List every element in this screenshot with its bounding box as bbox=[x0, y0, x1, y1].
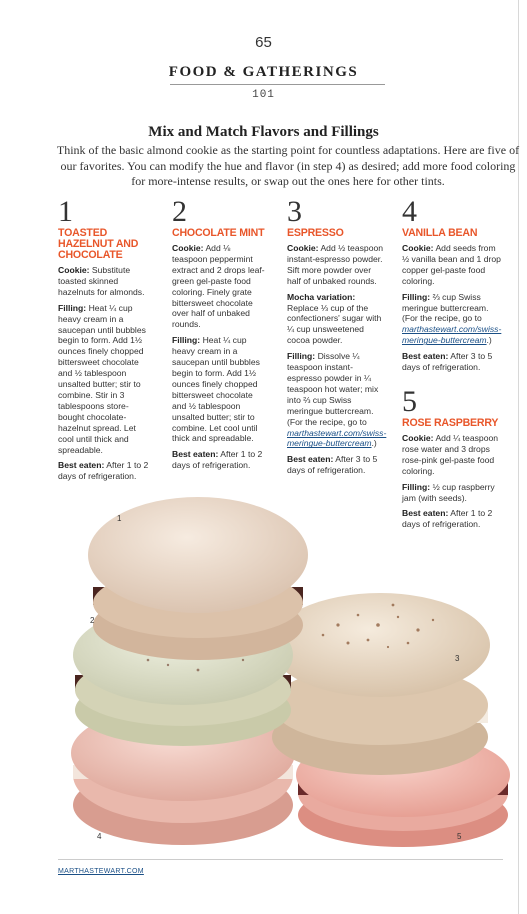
best-eaten-text: After 1 to 2 days of refrigeration. bbox=[172, 449, 263, 471]
photo-callout-3: 3 bbox=[455, 654, 460, 663]
page-number: 65 bbox=[255, 34, 272, 51]
recipe-column-2 bbox=[172, 195, 268, 476]
filling-label: Filling: bbox=[287, 351, 316, 362]
recipe-number: 5 bbox=[402, 384, 417, 418]
cookie-text: Add seeds from ½ vanilla bean and 1 drop copper gel-paste food coloring. bbox=[402, 243, 501, 286]
cookie-label: Cookie: bbox=[172, 243, 204, 253]
filling-label: Filling: bbox=[402, 291, 431, 302]
photo-callout-5: 5 bbox=[457, 832, 462, 841]
best-eaten-label: Best eaten: bbox=[172, 449, 219, 460]
best-eaten-label: Best eaten: bbox=[402, 508, 449, 519]
intro-paragraph: Think of the basic almond cookie as the starting point for countless adaptations. Here are five of our favorites. You can modify the hue and flavor (in step 4) as desired; add more food coloring for more-intense results, or swap out the ones here for other tints. bbox=[56, 143, 520, 188]
footer-divider bbox=[58, 859, 503, 860]
macaron-stack-photo bbox=[58, 475, 514, 850]
recipe-column-1 bbox=[58, 195, 153, 487]
best-eaten-label: Best eaten: bbox=[287, 454, 334, 465]
recipe-number: 2 bbox=[172, 195, 187, 228]
filling-text: Heat ¼ cup heavy cream in a saucepan until bubbles begin to form. Add 1½ ounces finely chopped bittersweet chocolate and ½ tablespoon unsalted butter; stir to combine. Let cool until thick and spreadable. bbox=[172, 335, 260, 444]
recipe-title: TOASTED HAZELNUT AND CHOCOLATE bbox=[58, 227, 139, 261]
mocha-variation-text: Replace ⅓ cup of the confectioners' sugar with ¼ cup unsweetened cocoa powder. bbox=[287, 302, 382, 346]
filling-text: Heat ¼ cup heavy cream in a saucepan until bubbles begin to form. Add 1½ ounces finely chopped bittersweet chocolate and ½ tablespoon unsalted butter; stir to combine. Stir in 3 tablespoons store-bought chocolate-hazelnut spread. Let cool until thick and spreadable. bbox=[58, 302, 146, 455]
cookie-text: Substitute toasted skinned hazelnuts for almonds. bbox=[58, 265, 145, 297]
best-eaten-label: Best eaten: bbox=[402, 351, 449, 362]
recipe-column-3 bbox=[287, 195, 387, 481]
recipe-number: 4 bbox=[402, 195, 417, 228]
article-title: Mix and Match Flavors and Fillings bbox=[148, 124, 379, 140]
filling-text-end: .) bbox=[486, 335, 492, 346]
mocha-variation-label: Mocha variation: bbox=[287, 291, 356, 302]
section-divider bbox=[170, 84, 385, 85]
buttercream-recipe-link[interactable]: marthastewart.com/swiss-meringue-buttercream bbox=[402, 324, 502, 346]
recipe-number: 1 bbox=[58, 195, 73, 228]
best-eaten-text: After 1 to 2 days of refrigeration. bbox=[58, 460, 149, 482]
best-eaten-text: After 3 to 5 days of refrigeration. bbox=[402, 351, 493, 373]
photo-callout-2: 2 bbox=[90, 616, 95, 625]
filling-label: Filling: bbox=[58, 302, 87, 313]
photo-callout-1: 1 bbox=[117, 514, 122, 523]
buttercream-recipe-link[interactable]: marthastewart.com/swiss-meringue-buttercream bbox=[287, 427, 387, 449]
filling-label: Filling: bbox=[172, 335, 201, 346]
recipe-title: VANILLA BEAN bbox=[402, 227, 478, 239]
section-number: 101 bbox=[252, 89, 275, 101]
cookie-label: Cookie: bbox=[402, 243, 434, 253]
cookie-label: Cookie: bbox=[287, 243, 319, 253]
cookie-text: Add ⅛ teaspoon peppermint extract and 2 drops leaf-green gel-paste food coloring. Finely grate bittersweet chocolate over half of unbaked rounds. bbox=[172, 243, 265, 330]
recipe-title: CHOCOLATE MINT bbox=[172, 227, 265, 239]
filling-text: ½ cup raspberry jam (with seeds). bbox=[402, 481, 495, 503]
cookie-label: Cookie: bbox=[58, 265, 90, 275]
best-eaten-text: After 3 to 5 days of refrigeration. bbox=[287, 454, 378, 476]
cookie-text: Add ½ teaspoon instant-espresso powder. Sift more powder over half of unbaked rounds. bbox=[287, 243, 384, 286]
recipe-number: 3 bbox=[287, 195, 302, 228]
filling-label: Filling: bbox=[402, 481, 431, 492]
cookie-label: Cookie: bbox=[402, 432, 434, 443]
footer-website-link[interactable]: MARTHASTEWART.COM bbox=[58, 868, 144, 875]
filling-text: Dissolve ¼ teaspoon instant-espresso powder in ¼ teaspoon hot water; mix into ⅔ cup Swiss meringue buttercream. (For the recipe, go to bbox=[287, 351, 379, 427]
recipe-title: ESPRESSO bbox=[287, 227, 344, 239]
best-eaten-text: After 1 to 2 days of refrigeration. bbox=[402, 508, 493, 530]
macaron-espresso bbox=[270, 593, 490, 775]
filling-text-end: .) bbox=[371, 438, 377, 449]
photo-callout-4: 4 bbox=[97, 832, 102, 841]
section-title: FOOD & GATHERINGS bbox=[168, 64, 359, 80]
recipe-title: ROSE RASPBERRY bbox=[402, 416, 499, 429]
cookie-text: Add ¼ teaspoon rose water and 3 drops rose-pink gel-paste food coloring. bbox=[402, 432, 499, 476]
filling-text: ⅔ cup Swiss meringue buttercream. (For the recipe, go to bbox=[402, 291, 489, 324]
best-eaten-label: Best eaten: bbox=[58, 460, 105, 471]
